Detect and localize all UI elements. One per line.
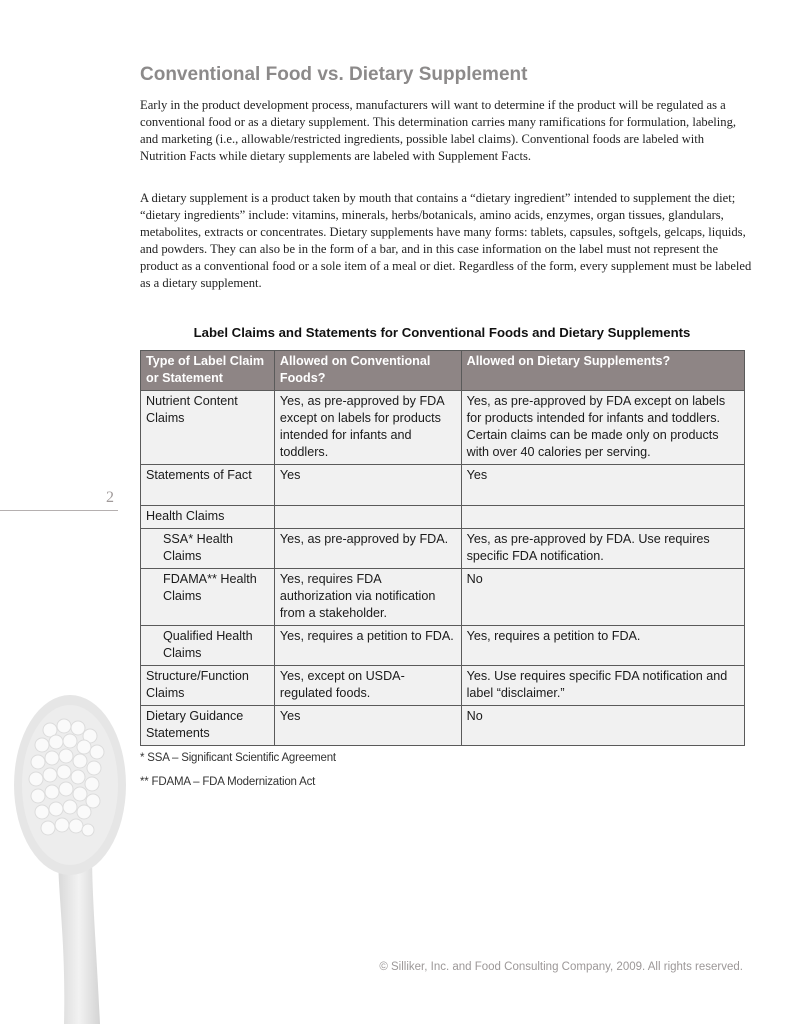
claims-table xyxy=(140,350,745,746)
cell-supplements: Yes. Use requires specific FDA notification and label “disclaimer.” xyxy=(461,666,744,706)
cell-type: Qualified Health Claims xyxy=(141,626,275,666)
cell-conventional xyxy=(274,506,461,529)
table-row xyxy=(141,626,745,666)
table-row xyxy=(141,569,745,626)
cell-supplements: No xyxy=(461,706,744,746)
cell-conventional: Yes, as pre-approved by FDA except on labels for products intended for infants and toddlers. xyxy=(274,391,461,465)
cell-type: Structure/Function Claims xyxy=(141,666,275,706)
cell-conventional: Yes, except on USDA-regulated foods. xyxy=(274,666,461,706)
page-number-rule xyxy=(0,510,118,511)
cell-conventional: Yes, requires a petition to FDA. xyxy=(274,626,461,666)
table-row xyxy=(141,506,745,529)
cell-type: FDAMA** Health Claims xyxy=(141,569,275,626)
table-row xyxy=(141,465,745,506)
footnote-ssa: * SSA – Significant Scientific Agreement xyxy=(140,752,336,764)
page-number: 2 xyxy=(106,489,114,506)
header-supplements: Allowed on Dietary Supplements? xyxy=(461,351,744,391)
header-conventional: Allowed on Conventional Foods? xyxy=(274,351,461,391)
cell-type: Statements of Fact xyxy=(141,465,275,506)
cell-supplements: Yes, as pre-approved by FDA except on labels for products intended for infants and toddlers. Certain claims can be made only on products with over 40 calories per serving. xyxy=(461,391,744,465)
cell-supplements: Yes, requires a petition to FDA. xyxy=(461,626,744,666)
cell-type: Health Claims xyxy=(141,506,275,529)
cell-supplements: Yes, as pre-approved by FDA. Use requires specific FDA notification. xyxy=(461,529,744,569)
cell-type: Dietary Guidance Statements xyxy=(141,706,275,746)
cell-supplements: No xyxy=(461,569,744,626)
cell-conventional: Yes xyxy=(274,706,461,746)
copyright-notice: © Silliker, Inc. and Food Consulting Company, 2009. All rights reserved. xyxy=(379,961,743,973)
footnote-fdama: ** FDAMA – FDA Modernization Act xyxy=(140,776,316,788)
table-row xyxy=(141,706,745,746)
cell-conventional: Yes, requires FDA authorization via notification from a stakeholder. xyxy=(274,569,461,626)
cell-supplements: Yes xyxy=(461,465,744,506)
header-type: Type of Label Claim or Statement xyxy=(141,351,275,391)
cell-conventional: Yes xyxy=(274,465,461,506)
table-row xyxy=(141,391,745,465)
cell-type: SSA* Health Claims xyxy=(141,529,275,569)
table-title: Label Claims and Statements for Conventional Foods and Dietary Supplements xyxy=(193,325,691,340)
cell-type: Nutrient Content Claims xyxy=(141,391,275,465)
table-row xyxy=(141,666,745,706)
page-title: Conventional Food vs. Dietary Supplement xyxy=(140,64,528,85)
cell-supplements xyxy=(461,506,744,529)
intro-paragraph: Early in the product development process, manufacturers will want to determine if the product will be regulated as a conventional food or as a dietary supplement. This determination carries many ramifications for formulation, labeling, and marketing (i.e., allowable/restricted ingredients, possible label claims). Conventional foods are labeled with Nutrition Facts while dietary supplements are labeled with Supplement Facts. xyxy=(140,98,737,163)
cell-conventional: Yes, as pre-approved by FDA. xyxy=(274,529,461,569)
spoon-with-pills-illustration xyxy=(0,690,140,1024)
table-row xyxy=(141,529,745,569)
table-header-row xyxy=(141,351,745,391)
definition-paragraph: A dietary supplement is a product taken by mouth that contains a “dietary ingredient” intended to supplement the diet; “dietary ingredients” include: vitamins, minerals, herbs/botanicals, amino acids, enzymes, organ tissues, glandulars, metabolites, extracts or concentrates. Dietary supplements have many forms: tablets, capsules, softgels, gelcaps, liquids, and powders. They can also be in the form of a bar, and in this case information on the label must not represent the product as a conventional food or a sole item of a meal or diet. Regardless of the form, every supplement must be labeled as a dietary supplement. xyxy=(140,191,752,290)
